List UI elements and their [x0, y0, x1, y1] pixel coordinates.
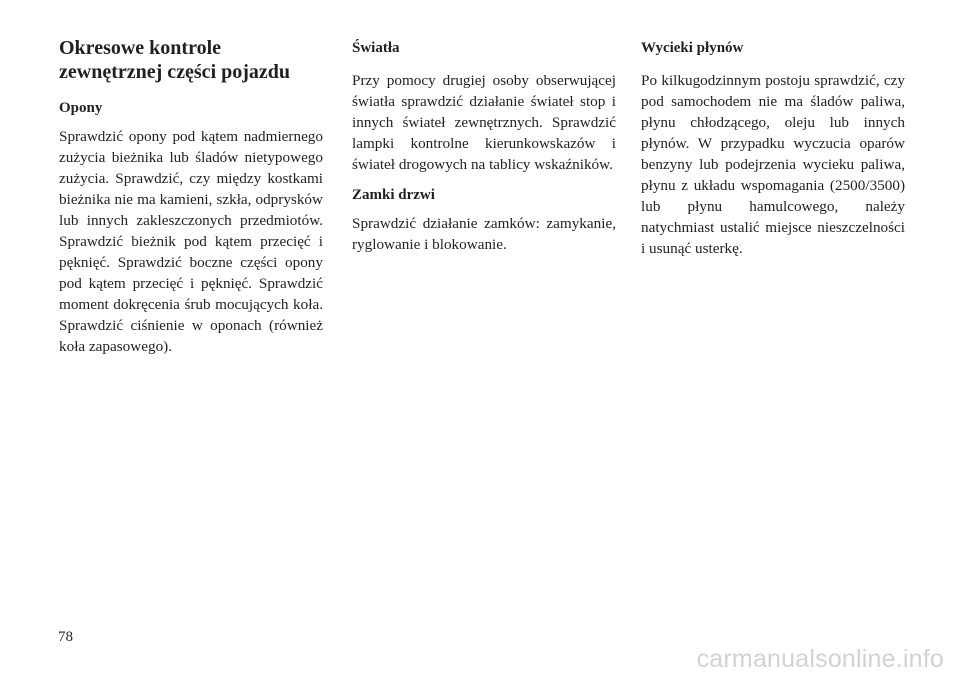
page-number: 78	[58, 629, 73, 645]
paragraph-fluid-leaks: Po kilkugodzinnym postoju sprawdzić, czy pod samochodem nie ma śladów paliwa, płynu chłodzącego, oleju lub innych płynów. W przypadku wyczucia oparów benzyny lub podejrzenia wycieku paliwa, płynu z układu wspomagania (2500/3500) lub płynu hamulcowego, należy natychmiast ustalić miejsce nieszczelności i usunąć usterkę.	[641, 72, 905, 257]
paragraph-door-locks: Sprawdzić działanie zamków: zamykanie, ryglowanie i blokowanie.	[352, 215, 616, 253]
section-heading-fluid-leaks: Wycieki płynów	[641, 40, 744, 56]
column-fluid-leaks	[641, 36, 905, 269]
page-title	[59, 36, 323, 84]
page-title-line1: Okresowe kontrole	[59, 37, 222, 59]
paragraph-lights: Przy pomocy drugiej osoby obserwującej światła sprawdzić działanie świateł stop i innych świateł zewnętrznych. Sprawdzić lampki kontrolne kierunkowskazów i świateł drogowych na tablicy wskaźników.	[352, 72, 616, 173]
watermark: carmanualsonline.info	[696, 645, 944, 673]
section-heading-tyres: Opony	[59, 100, 103, 116]
column-tyres	[59, 36, 323, 367]
paragraph-tyres: Sprawdzić opony pod kątem nadmiernego zużycia bieżnika lub śladów nietypowego zużycia. Sprawdzić, czy między kostkami bieżnika nie ma kamieni, szkła, odprysków lub innych zakleszczonych przedmiotów. Sprawdzić bieżnik pod kątem przecięć i pęknięć. Sprawdzić boczne części opony pod kątem przecięć i pęknięć. Sprawdzić moment dokręcenia śrub mocujących koła. Sprawdzić ciśnienie w oponach (również koła zapasowego).	[59, 128, 323, 355]
section-heading-door-locks: Zamki drzwi	[352, 187, 435, 203]
page-title-line2: zewnętrznej części pojazdu	[59, 61, 291, 83]
column-lights-locks	[352, 36, 616, 265]
section-heading-lights: Światła	[352, 40, 400, 56]
